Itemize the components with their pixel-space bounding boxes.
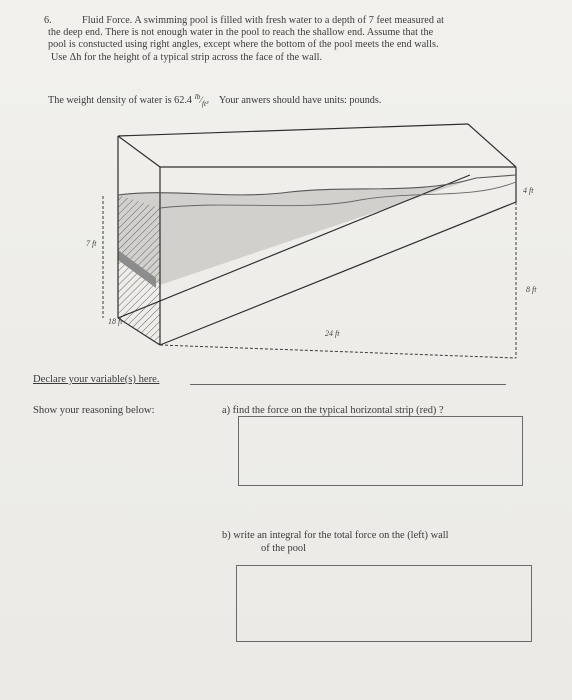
answer-box-b[interactable] <box>236 565 532 642</box>
question-b-line-1: b) write an integral for the total force on the (left) wall <box>222 530 449 541</box>
shallow-depth-label: 4 ft <box>523 186 534 195</box>
question-a: a) find the force on the typical horizontal strip (red) ? <box>222 405 444 416</box>
show-reasoning-label: Show your reasoning below: <box>33 405 155 416</box>
problem-line-1: Fluid Force. A swimming pool is filled with fresh water to a depth of 7 feet measured at <box>82 15 445 26</box>
problem-line-3: pool is constucted using right angles, except where the bottom of the pool meets the end walls. <box>48 39 439 51</box>
declare-answer-line[interactable] <box>190 384 506 385</box>
depth-label: 7 ft <box>86 239 97 248</box>
problem-line-4: Use Δh for the height of a typical strip across the face of the wall. <box>51 51 323 63</box>
deep-total-label: 8 ft <box>526 285 537 294</box>
answer-box-a[interactable] <box>238 416 523 486</box>
problem-number: 6. <box>44 15 52 26</box>
question-b-line-2: of the pool <box>261 543 307 554</box>
density-unit-denominator: ft³ <box>201 98 209 108</box>
length-label: 24 ft <box>325 329 340 338</box>
question-b <box>222 529 448 555</box>
density-unit-numerator: lb <box>194 92 201 101</box>
declare-variables-label: Declare your variable(s) here. <box>33 374 160 385</box>
width-label: 18 ft <box>108 317 123 326</box>
density-prefix: The weight density of water is 62.4 <box>48 95 193 106</box>
density-unit: $^{lb}⁄_{ft^3}$ <box>194 92 209 108</box>
problem-line-2: the deep end. There is not enough water in the pool to reach the shallow end. Assume that the <box>48 27 434 39</box>
units-note: Your anwers should have units: pounds. <box>218 95 382 106</box>
